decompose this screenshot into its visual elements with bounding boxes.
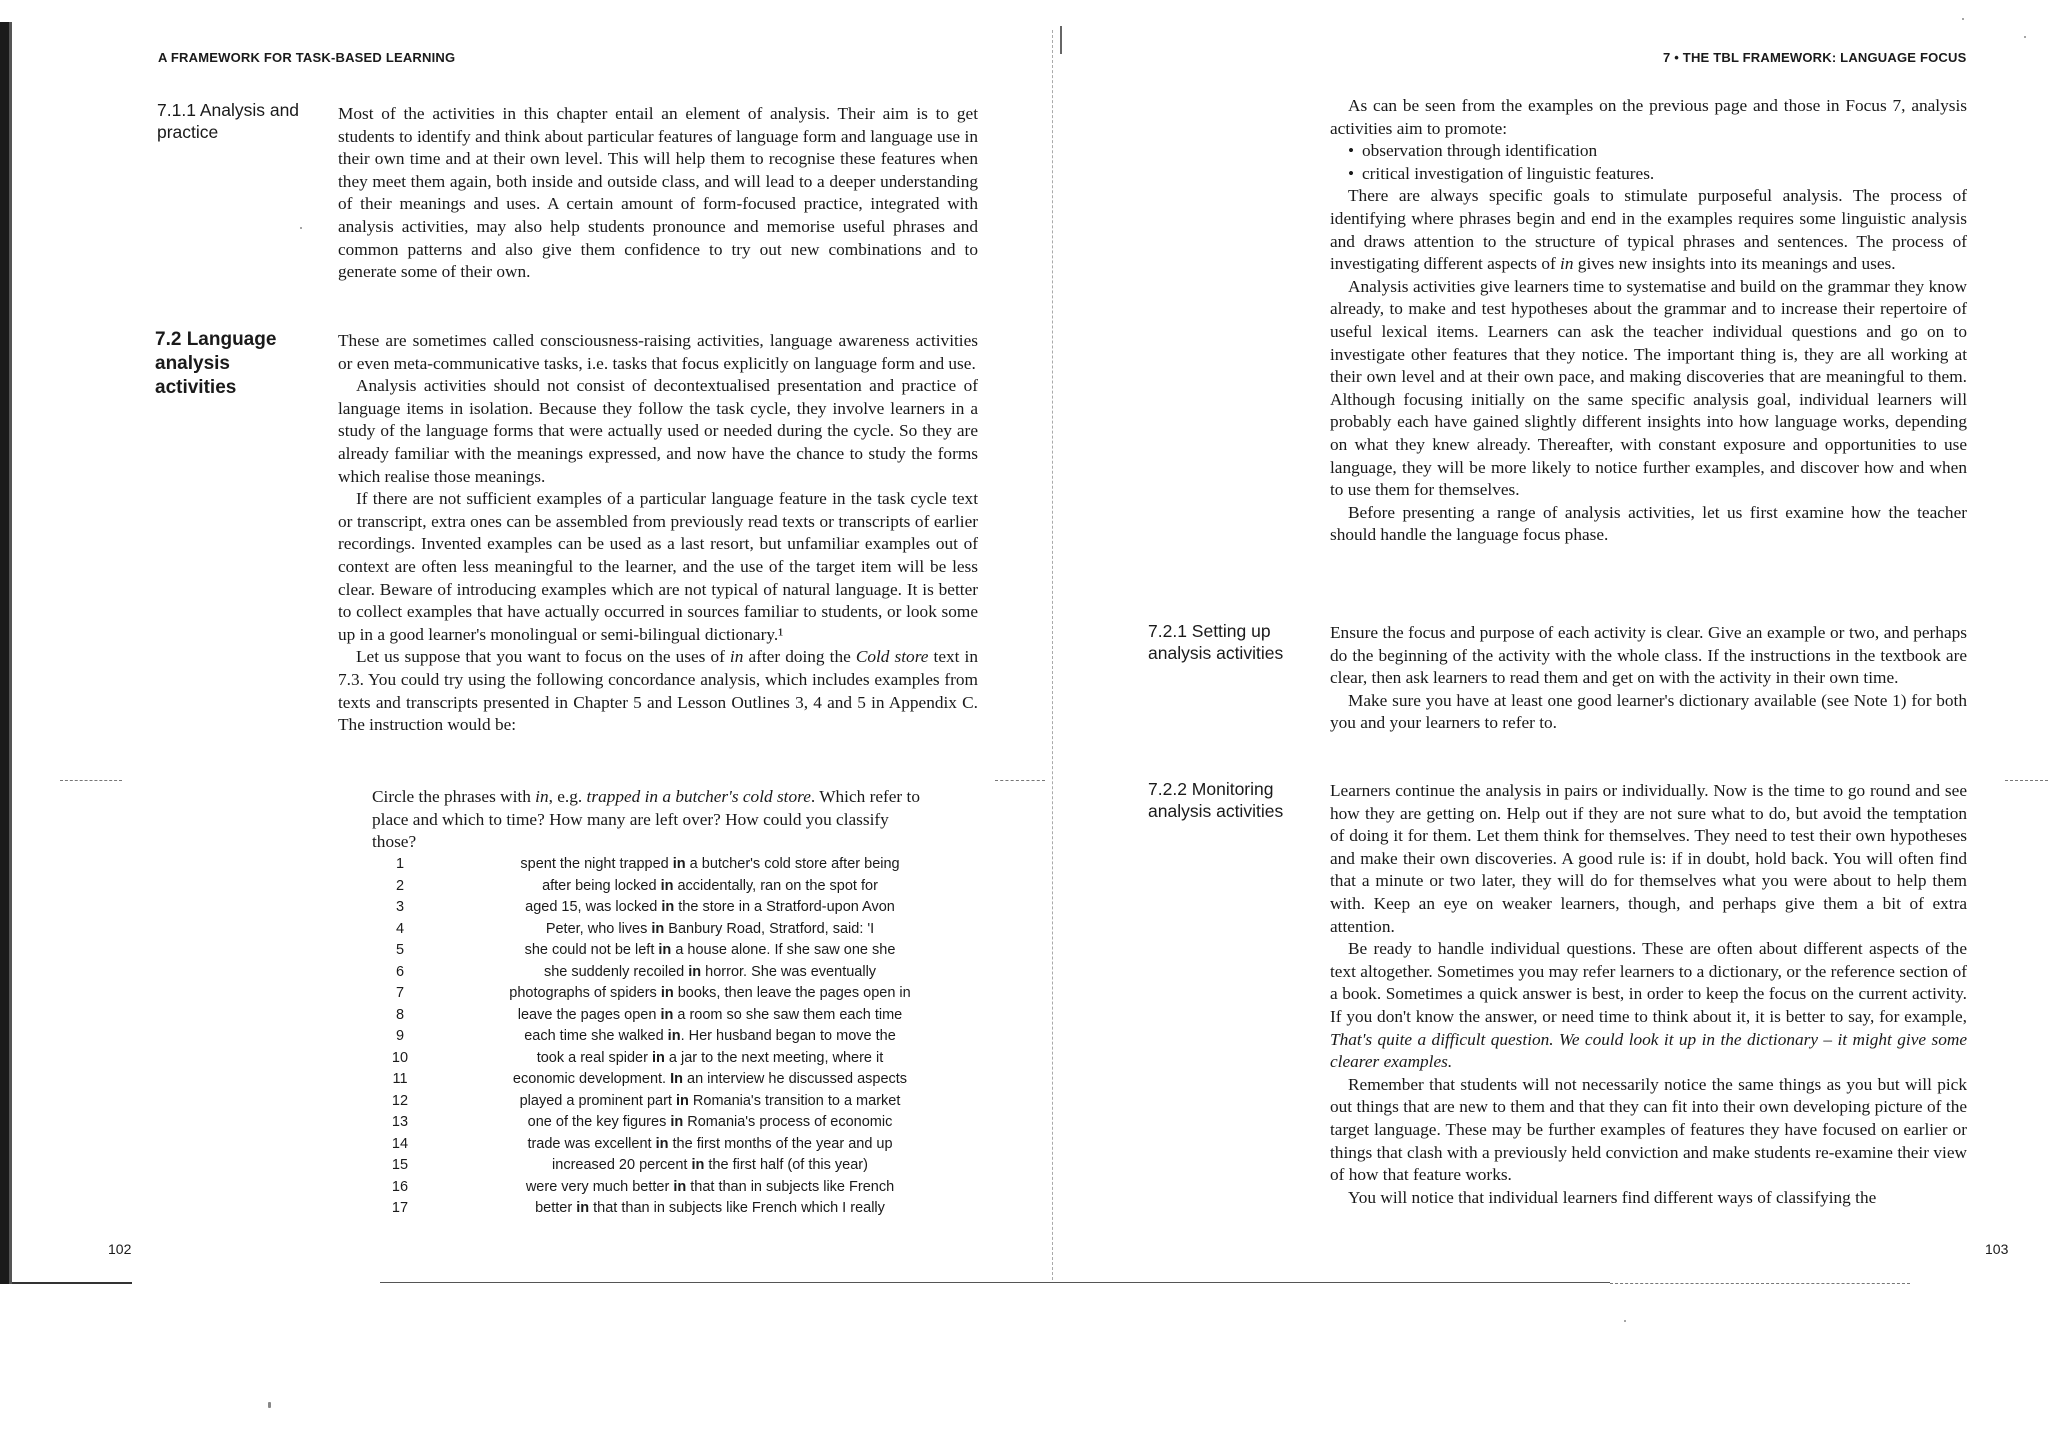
bullet-item: • observation through identification: [1348, 140, 1967, 163]
concordance-line: [370, 1114, 990, 1136]
paragraph-text: gives new insights into its meanings and uses.: [1573, 254, 1896, 274]
paragraph-text: Be ready to handle individual questions. These are often about different aspects of the text altogether. Sometimes you may refer learners to a dictionary, or the reference section of a book. Sometimes a quick answer is best, in order to keep the focus on the current activity. If you don't know the answer, or need time to think about it, it is better to say, for example,: [1330, 939, 1967, 1026]
section-body-7-1-1: [338, 103, 978, 284]
paragraph: Ensure the focus and purpose of each activity is clear. Give an example or two, and perhaps do the beginning of the activity with the whole class. If the instructions in the textbook are clear, then ask learners to read them and get on with the activity in their own time.: [1330, 623, 1967, 688]
line-number: 16: [391, 1178, 409, 1195]
node-word: in: [670, 1114, 684, 1130]
concordance-line: [370, 964, 990, 986]
concordance-text: took a real spider in a jar to the next meeting, where it: [536, 1049, 884, 1066]
concordance-text: she could not be left in a house alone. If she saw one she: [524, 942, 896, 958]
italic-example: That's quite a difficult question. We could look it up in the dictionary – it might give some clearer examples.: [1330, 1029, 1967, 1072]
node-word: in: [667, 1028, 681, 1044]
section-heading-line: 7.2.2 Monitoring: [1148, 779, 1274, 799]
speck: [2024, 36, 2026, 38]
section-body-7-2-2: [1330, 780, 1967, 1209]
gutter-mark-mid-left: [995, 780, 1045, 781]
bottom-rule-center: [380, 1282, 1610, 1283]
concordance-line: [370, 878, 990, 900]
node-word: in: [691, 1157, 705, 1173]
concordance-text: played a prominent part in Romania's transition to a market: [519, 1092, 901, 1109]
paragraph: Learners continue the analysis in pairs or individually. Now is the time to go round and see how they are getting on. Help out if they are not sure what to do, but avoid the temptation of doing it for them. Let them think for themselves. They need to test their own hypotheses and make their own discoveries. A good rule is: if in doubt, hold back. You will often find that a minute or two later, they will do for themselves what you were about to help them with. Keep an eye on weaker learners, though, and perhaps give them a bit of extra attention.: [1330, 781, 1967, 936]
concordance-line: [370, 899, 990, 921]
section-heading-7-2-2: [1148, 778, 1323, 822]
bullet-list: [1330, 140, 1967, 185]
node-word: in: [672, 856, 686, 872]
page-spine-shadow: [9, 22, 12, 1284]
concordance-text: she suddenly recoiled in horror. She was eventually: [543, 963, 877, 980]
running-head-left: A FRAMEWORK FOR TASK-BASED LEARNING: [158, 50, 456, 65]
node-word: in: [655, 1135, 669, 1152]
concordance-line: [370, 1007, 990, 1029]
concordance-line: [370, 942, 990, 964]
italic-title: Cold store: [855, 647, 929, 667]
concordance-text: each time she walked in. Her husband began to move the: [524, 1028, 896, 1044]
speck: [1624, 1320, 1626, 1322]
paragraph: These are sometimes called consciousness-raising activities, language awareness activities or even meta-communicative tasks, i.e. tasks that focus explicitly on language form and use.: [338, 331, 978, 373]
speck: [268, 1402, 271, 1408]
section-heading-line: practice: [157, 122, 219, 142]
node-word: in: [660, 985, 674, 1001]
concordance-line: [370, 1200, 990, 1222]
paragraph: Analysis activities give learners time to systematise and build on the grammar they know already, to make and test hypotheses about the grammar and to increase their repertoire of useful lexical items. Learners can ask the teacher individual questions and go on to investigate other features that they notice. The important thing is, they are all working at their own level and at their own pace, and making discoveries that are meaningful to them. Although focusing initially on the same specific analysis goal, individual learners will probably each have gained slightly different insights into how language works, depending on what they knew already. Thereafter, with constant exposure and opportunities to use language, they will be more likely to notice further examples, and discover how and when to use them for themselves.: [1330, 276, 1967, 500]
paragraph: Most of the activities in this chapter entail an element of analysis. Their aim is to get students to identify and think about particular features of language form and language use in their own time and at their own level. This will help them to recognise these features when they meet them again, both inside and outside class, and will lead to a deeper understanding of their meanings and uses. A certain amount of form-focused practice, integrated with analysis activities, may also help students pronounce and memorise useful phrases and common patterns and also give them confidence to try out new combinations and to generate some of their own.: [338, 104, 978, 282]
node-word: in: [661, 899, 675, 915]
instruction-example: trapped in a butcher's cold store: [586, 787, 811, 806]
section-body-7-2: [338, 330, 978, 737]
concordance-text: better in that than in subjects like French which I really: [535, 1200, 885, 1216]
paragraph: [1330, 185, 1967, 275]
concordance-line: [370, 1136, 990, 1158]
running-head-right: 7 • THE TBL FRAMEWORK: LANGUAGE FOCUS: [1663, 50, 1967, 65]
section-heading-line: analysis activities: [1148, 801, 1284, 821]
concordance-text: photographs of spiders in books, then leave the pages open in: [509, 985, 911, 1001]
line-number: 3: [395, 899, 405, 915]
paragraph: [338, 646, 978, 736]
section-heading-7-1-1: [157, 99, 327, 143]
line-number: 5: [395, 942, 405, 958]
concordance-text: increased 20 percent in the first half (of this year): [552, 1157, 868, 1173]
node-word: in: [651, 920, 665, 937]
line-number: 2: [395, 877, 405, 894]
section-heading-line: activities: [155, 377, 237, 398]
line-number: 13: [391, 1114, 409, 1130]
section-body-7-2-1: [1330, 622, 1967, 735]
speck: [300, 227, 302, 229]
section-heading-line: analysis: [155, 353, 230, 374]
concordance-text: one of the key figures in Romania's process of economic: [527, 1114, 893, 1130]
concordance-list: [370, 856, 990, 1222]
paragraph-text: text in 7.3. You could try using the following concordance analysis, which includes examples from texts and transcripts presented in Chapter 5 and Lesson Outlines 3, 4 and 5 in Appendix C. The instruction would be:: [338, 647, 978, 735]
concordance-text: leave the pages open in a room so she saw them each time: [517, 1006, 903, 1023]
line-number: 15: [391, 1157, 409, 1173]
concordance-line: [370, 1157, 990, 1179]
concordance-line: [370, 985, 990, 1007]
bottom-dash-right: [1610, 1283, 1910, 1284]
paragraph-text: after doing the: [743, 647, 856, 667]
right-margin-mark: [2005, 780, 2048, 781]
paragraph: You will notice that individual learners find different ways of classifying the: [1348, 1187, 1877, 1207]
paragraph: [1330, 938, 1967, 1074]
node-word: in: [688, 963, 702, 980]
concordance-line: [370, 1179, 990, 1201]
line-number: 12: [391, 1092, 409, 1109]
line-number: 1: [395, 856, 405, 872]
page-number-right: 103: [1985, 1241, 2009, 1257]
section-heading-7-2-1: [1148, 620, 1323, 664]
section-heading-line: 7.2 Language: [155, 329, 277, 350]
line-number: 8: [395, 1006, 405, 1023]
paragraph: Make sure you have at least one good learner's dictionary available (see Note 1) for both you and your learners to refer to.: [1330, 690, 1967, 733]
bullet-item: • critical investigation of linguistic features.: [1348, 163, 1967, 186]
line-number: 10: [391, 1049, 409, 1066]
page-spine-edge: [0, 22, 9, 1284]
line-number: 6: [395, 963, 405, 980]
instruction-text: Circle the phrases with: [372, 787, 536, 806]
concordance-line: [370, 1050, 990, 1072]
node-word: in: [675, 1092, 689, 1109]
paragraph-text: Let us suppose that you want to focus on the uses of: [356, 647, 730, 667]
node-word: in: [576, 1200, 590, 1216]
bottom-rule-left: [12, 1282, 132, 1284]
italic-term: in: [1560, 254, 1574, 274]
concordance-line: [370, 1028, 990, 1050]
section-heading-line: analysis activities: [1148, 643, 1284, 663]
paragraph: If there are not sufficient examples of a particular language feature in the task cycle text or transcript, extra ones can be assembled from previously read texts or transcripts of earlier recordings. Invented examples can be used as a last resort, but unfamiliar examples out of context are often less meaningful to the learner, and the use of the target item will be less clear. Beware of introducing examples which are not typical of natural language. It is better to collect examples that have actually occurred in sources familiar to students, or look some up in a good learner's monolingual or semi-bilingual dictionary.¹: [338, 489, 978, 644]
concordance-text: aged 15, was locked in the store in a Stratford-upon Avon: [525, 899, 895, 915]
concordance-text: economic development. In an interview he discussed aspects: [512, 1071, 908, 1087]
gutter-line: [1052, 30, 1053, 1280]
line-number: 4: [395, 920, 405, 937]
concordance-text: were very much better in that than in subjects like French: [525, 1178, 895, 1195]
concordance-line: [370, 1093, 990, 1115]
concordance-text: after being locked in accidentally, ran on the spot for: [542, 877, 878, 894]
node-word: in: [651, 1049, 665, 1066]
instruction-text: , e.g.: [548, 787, 587, 806]
node-word: In: [670, 1071, 683, 1087]
concordance-line: [370, 1071, 990, 1093]
italic-term: in: [729, 647, 744, 667]
concordance-line: [370, 921, 990, 943]
line-number: 11: [392, 1071, 408, 1087]
italic-term: in: [535, 787, 549, 806]
paragraph-text: There are always specific goals to stimulate purposeful analysis. The process of identifying where phrases begin and end in the examples requires some linguistic analysis and draws attention to the structure of typical phrases and sentences. The process of investigating different aspects of: [1330, 186, 1967, 274]
speck: [1962, 18, 1964, 20]
node-word: in: [673, 1178, 687, 1195]
intro-body: [1330, 95, 1967, 547]
concordance-text: spent the night trapped in a butcher's cold store after being: [520, 856, 900, 872]
instruction-text: . Which refer to place and which to time? How many are left over? How could you classify those?: [372, 787, 920, 852]
node-word: in: [658, 942, 672, 958]
line-number: 9: [395, 1028, 405, 1044]
section-heading-line: 7.1.1 Analysis and: [157, 100, 300, 120]
paragraph: Before presenting a range of analysis activities, let us first examine how the teacher should handle the language focus phase.: [1330, 502, 1967, 545]
concordance-instruction: [372, 786, 932, 854]
concordance-text: trade was excellent in the first months of the year and up: [527, 1135, 893, 1152]
page-number-left: 102: [108, 1241, 132, 1257]
paragraph: Remember that students will not necessarily notice the same things as you but will pick out things that are new to them and that they can fit into their own developing picture of the target language. These may be further examples of features they have focused on earlier or things that clash with a previously held conviction and make students re-examine their view of how that feature works.: [1330, 1074, 1967, 1185]
node-word: in: [660, 877, 674, 894]
paragraph: As can be seen from the examples on the previous page and those in Focus 7, analysis activities aim to promote:: [1330, 96, 1967, 138]
line-number: 14: [391, 1135, 409, 1152]
concordance-text: Peter, who lives in Banbury Road, Stratford, said: 'I: [545, 920, 875, 937]
left-margin-mark: [60, 780, 122, 781]
section-heading-7-2: [155, 328, 335, 400]
line-number: 17: [391, 1200, 409, 1216]
gutter-mark-top: [1060, 26, 1062, 54]
node-word: in: [660, 1006, 674, 1023]
line-number: 7: [395, 985, 405, 1001]
paragraph: Analysis activities should not consist of decontextualised presentation and practice of language items in isolation. Because they follow the task cycle, they involve learners in a study of the language forms that were actually used or needed during the cycle. So they are already familiar with the meanings expressed, and now have the chance to study the forms which realise those meanings.: [338, 376, 978, 486]
section-heading-line: 7.2.1 Setting up: [1148, 621, 1271, 641]
concordance-line: [370, 856, 990, 878]
